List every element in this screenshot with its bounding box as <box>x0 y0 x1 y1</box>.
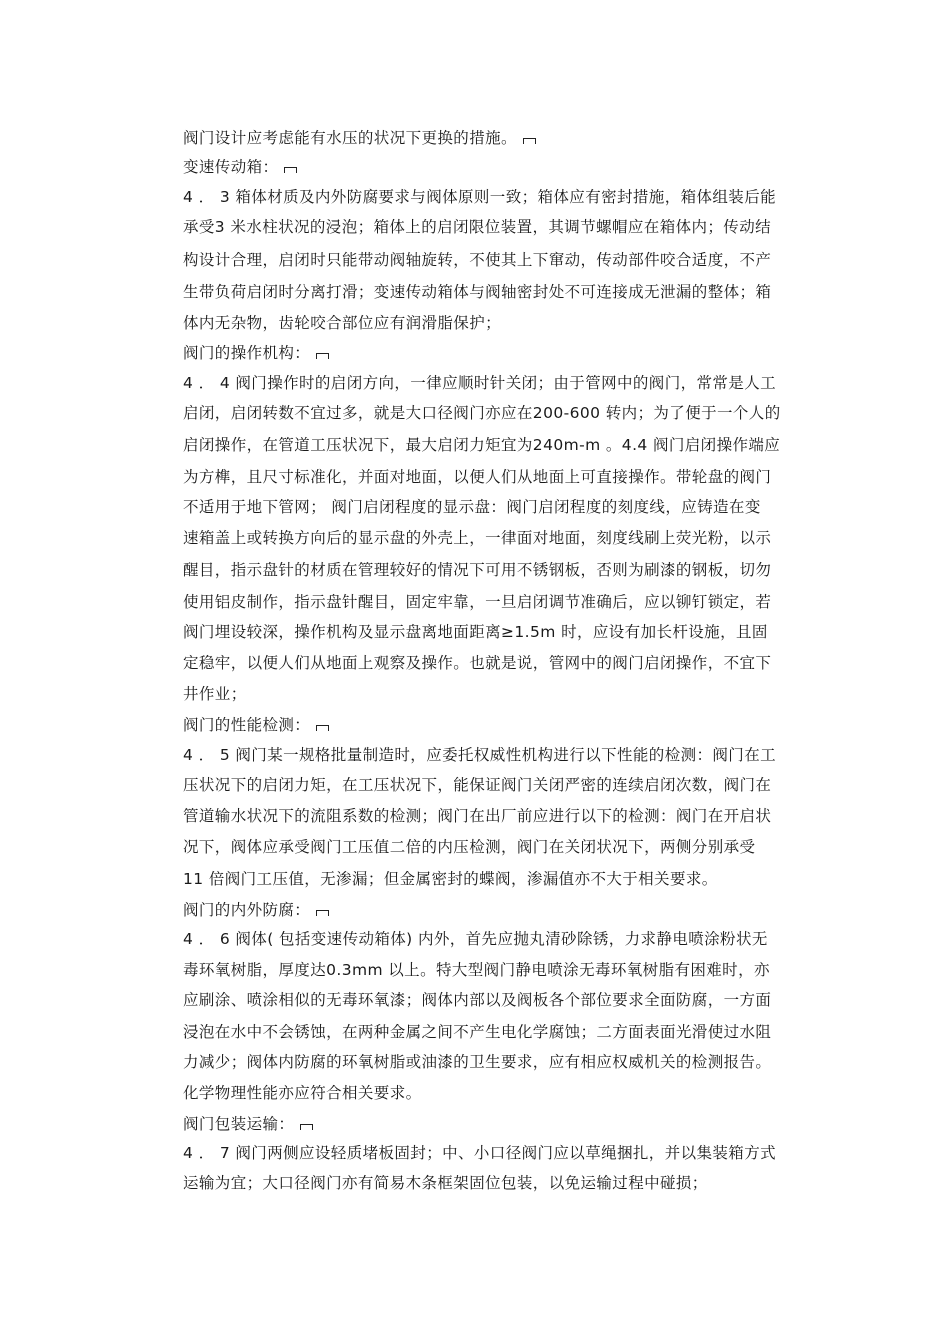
paragraph-mark-icon <box>284 167 297 173</box>
section-heading: 阀门的性能检测： <box>183 715 329 735</box>
text-line: 构设计合理，启闭时只能带动阀轴旋转，不使其上下窜动，传动部件咬合适度，不产 <box>183 251 772 269</box>
text-line: 4 ． 3 箱体材质及内外防腐要求与阀体原则一致；箱体应有密封措施，箱体组装后能 <box>183 188 777 206</box>
text-line: 浸泡在水中不会锈蚀，在两种金属之间不产生电化学腐蚀；二方面表面光滑使过水阻 <box>183 1023 772 1041</box>
section-heading: 变速传动箱： <box>183 157 297 177</box>
paragraph-mark-icon <box>300 1124 313 1130</box>
text-line: 11 倍阀门工压值，无渗漏；但金属密封的蝶阀，渗漏值亦不大于相关要求。 <box>183 870 718 888</box>
text-line: 使用铝皮制作，指示盘针醒目，固定牢靠，一旦启闭调节准确后，应以铆钉锁定，若 <box>183 593 772 611</box>
text-line: 井作业； <box>183 685 247 703</box>
section-heading: 阀门的内外防腐： <box>183 900 329 920</box>
text-line: 醒目，指示盘针的材质在管理较好的情况下可用不锈钢板，否则为刷漆的钢板，切勿 <box>183 561 772 579</box>
text-line: 阀门埋设较深，操作机构及显示盘离地面距离≥1.5m 时，应设有加长杆设施，且固 <box>183 623 768 641</box>
text-line: 4 ． 6 阀体( 包括变速传动箱体) 内外，首先应抛丸清砂除锈，力求静电喷涂粉状无 <box>183 930 768 948</box>
text-line: 力减少；阀体内防腐的环氧树脂或油漆的卫生要求，应有相应权威机关的检测报告。 <box>183 1053 772 1071</box>
text-line: 4 ． 5 阀门某一规格批量制造时，应委托权威性机构进行以下性能的检测：阀门在工 <box>183 746 777 764</box>
text-line: 毒环氧树脂，厚度达0.3mm 以上。特大型阀门静电喷涂无毒环氧树脂有困难时，亦 <box>183 961 770 979</box>
text-line: 速箱盖上或转换方向后的显示盘的外壳上，一律面对地面，刻度线刷上荧光粉，以示 <box>183 529 772 547</box>
text-line: 承受3 米水柱状况的浸泡；箱体上的启闭限位装置，其调节螺帽应在箱体内；传动结 <box>183 218 771 236</box>
section-heading: 阀门的操作机构： <box>183 343 329 363</box>
paragraph-mark-icon <box>316 910 329 916</box>
text-line: 运输为宜；大口径阀门亦有简易木条框架固位包装，以免运输过程中碰损； <box>183 1174 708 1192</box>
text-line: 4 ． 7 阀门两侧应设轻质堵板固封；中、小口径阀门应以草绳捆扎，并以集装箱方式 <box>183 1144 777 1162</box>
text-line: 启闭操作，在管道工压状况下，最大启闭力矩宜为240m-m 。4.4 阀门启闭操作端应 <box>183 436 781 454</box>
paragraph-mark-icon <box>523 138 536 144</box>
text-line: 化学物理性能亦应符合相关要求。 <box>183 1084 422 1102</box>
paragraph-mark-icon <box>316 725 329 731</box>
text-line: 阀门设计应考虑能有水压的状况下更换的措施。 <box>183 128 536 148</box>
text-line: 不适用于地下管网； 阀门启闭程度的显示盘：阀门启闭程度的刻度线，应铸造在变 <box>183 498 761 516</box>
text-line: 4 ． 4 阀门操作时的启闭方向，一律应顺时针关闭；由于管网中的阀门，常常是人工 <box>183 374 777 392</box>
text-line: 启闭，启闭转数不宜过多，就是大口径阀门亦应在200-600 转内；为了便于一个人的 <box>183 404 781 422</box>
text-line: 应刷涂、喷涂相似的无毒环氧漆；阀体内部以及阀板各个部位要求全面防腐，一方面 <box>183 991 772 1009</box>
text-line: 定稳牢，以便人们从地面上观察及操作。也就是说，管网中的阀门启闭操作，不宜下 <box>183 654 772 672</box>
section-heading: 阀门包装运输： <box>183 1114 313 1134</box>
text-line: 生带负荷启闭时分离打滑；变速传动箱体与阀轴密封处不可连接成无泄漏的整体；箱 <box>183 283 772 301</box>
text-line: 为方榫，且尺寸标准化，并面对地面，以便人们从地面上可直接操作。带轮盘的阀门 <box>183 468 772 486</box>
text-line: 管道输水状况下的流阻系数的检测；阀门在出厂前应进行以下的检测：阀门在开启状 <box>183 807 772 825</box>
paragraph-mark-icon <box>316 353 329 359</box>
text-line: 况下，阀体应承受阀门工压值二倍的内压检测，阀门在关闭状况下，两侧分别承受 <box>183 838 756 856</box>
text-line: 体内无杂物，齿轮咬合部位应有润滑脂保护； <box>183 314 502 332</box>
text-line: 压状况下的启闭力矩，在工压状况下，能保证阀门关闭严密的连续启闭次数，阀门在 <box>183 776 772 794</box>
